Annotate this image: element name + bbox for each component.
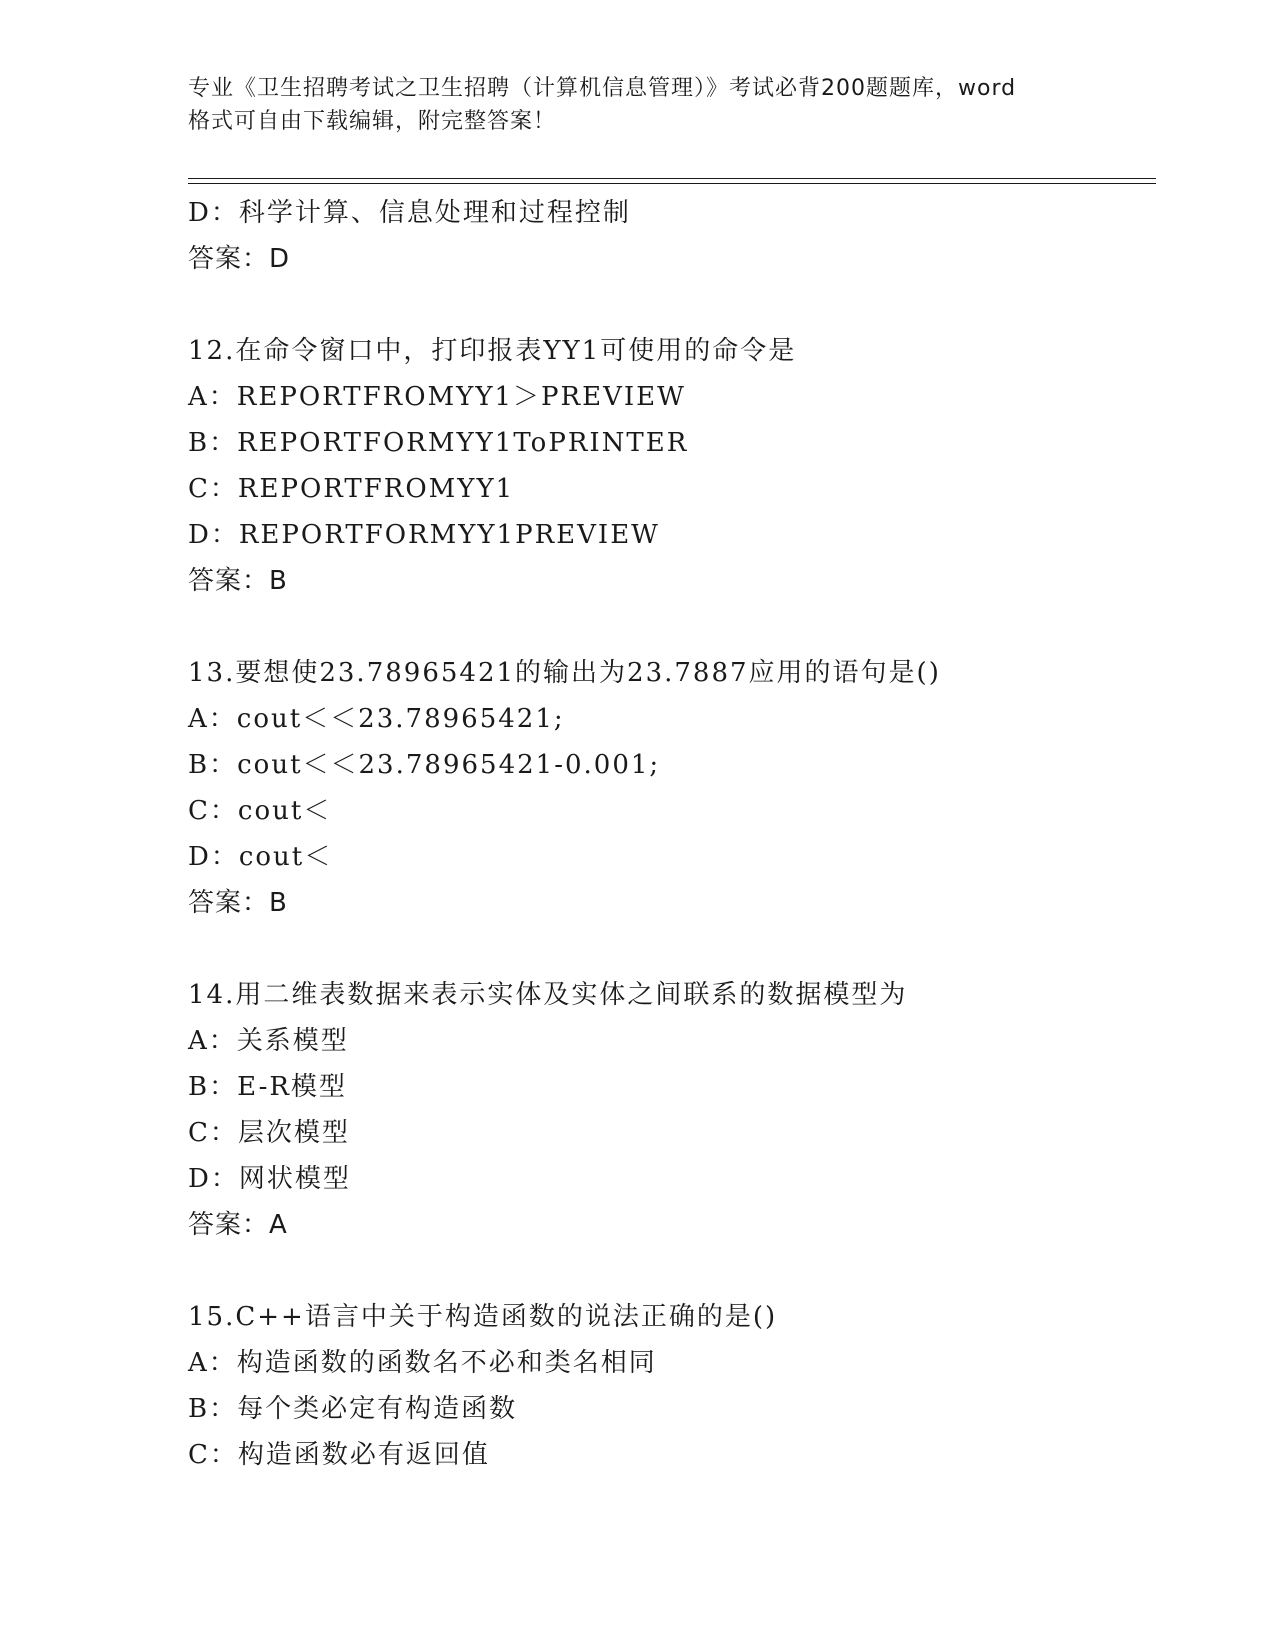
option-d: D：网状模型 <box>188 1164 351 1194</box>
option-a: A：cout＜＜23.78965421; <box>188 704 565 734</box>
option-d: D：cout＜ <box>188 842 333 872</box>
option-b: B：cout＜＜23.78965421-0.001; <box>188 750 661 780</box>
header-line-1: 专业《卫生招聘考试之卫生招聘（计算机信息管理）》考试必背200题题库，word <box>188 76 1017 101</box>
answer: 答案：B <box>188 566 288 596</box>
spacer <box>188 926 1148 972</box>
option-d: D：科学计算、信息处理和过程控制 <box>188 198 631 228</box>
question-stem: 12.在命令窗口中，打印报表YY1可使用的命令是 <box>188 336 797 366</box>
question-14 <box>188 972 1148 1248</box>
spacer <box>188 604 1148 650</box>
option-c: C：构造函数必有返回值 <box>188 1440 490 1470</box>
answer: 答案：D <box>188 244 291 274</box>
option-a: A：关系模型 <box>188 1026 349 1056</box>
header-divider-bottom <box>188 183 1156 184</box>
document-header <box>188 72 1088 138</box>
option-c: C：REPORTFROMYY1 <box>188 474 515 504</box>
option-c: C：层次模型 <box>188 1118 350 1148</box>
header-divider-top <box>188 178 1156 179</box>
question-13 <box>188 650 1148 926</box>
option-a: A：REPORTFROMYY1＞PREVIEW <box>188 382 686 412</box>
question-stem: 15.C++语言中关于构造函数的说法正确的是() <box>188 1302 778 1332</box>
spacer <box>188 282 1148 328</box>
option-d: D：REPORTFORMYY1PREVIEW <box>188 520 660 550</box>
question-15 <box>188 1294 1148 1478</box>
question-stem: 14.用二维表数据来表示实体及实体之间联系的数据模型为 <box>188 980 908 1010</box>
option-b: B：E-R模型 <box>188 1072 347 1102</box>
question-list <box>188 190 1148 1478</box>
option-c: C：cout＜ <box>188 796 332 826</box>
question-12 <box>188 328 1148 604</box>
answer: 答案：A <box>188 1210 288 1240</box>
question-partial <box>188 190 1148 282</box>
option-b: B：REPORTFORMYY1ToPRINTER <box>188 428 689 458</box>
spacer <box>188 1248 1148 1294</box>
answer: 答案：B <box>188 888 288 918</box>
option-b: B：每个类必定有构造函数 <box>188 1394 518 1424</box>
question-stem: 13.要想使23.78965421的输出为23.7887应用的语句是() <box>188 658 941 688</box>
header-line-2: 格式可自由下载编辑，附完整答案！ <box>188 109 557 134</box>
option-a: A：构造函数的函数名不必和类名相同 <box>188 1348 657 1378</box>
